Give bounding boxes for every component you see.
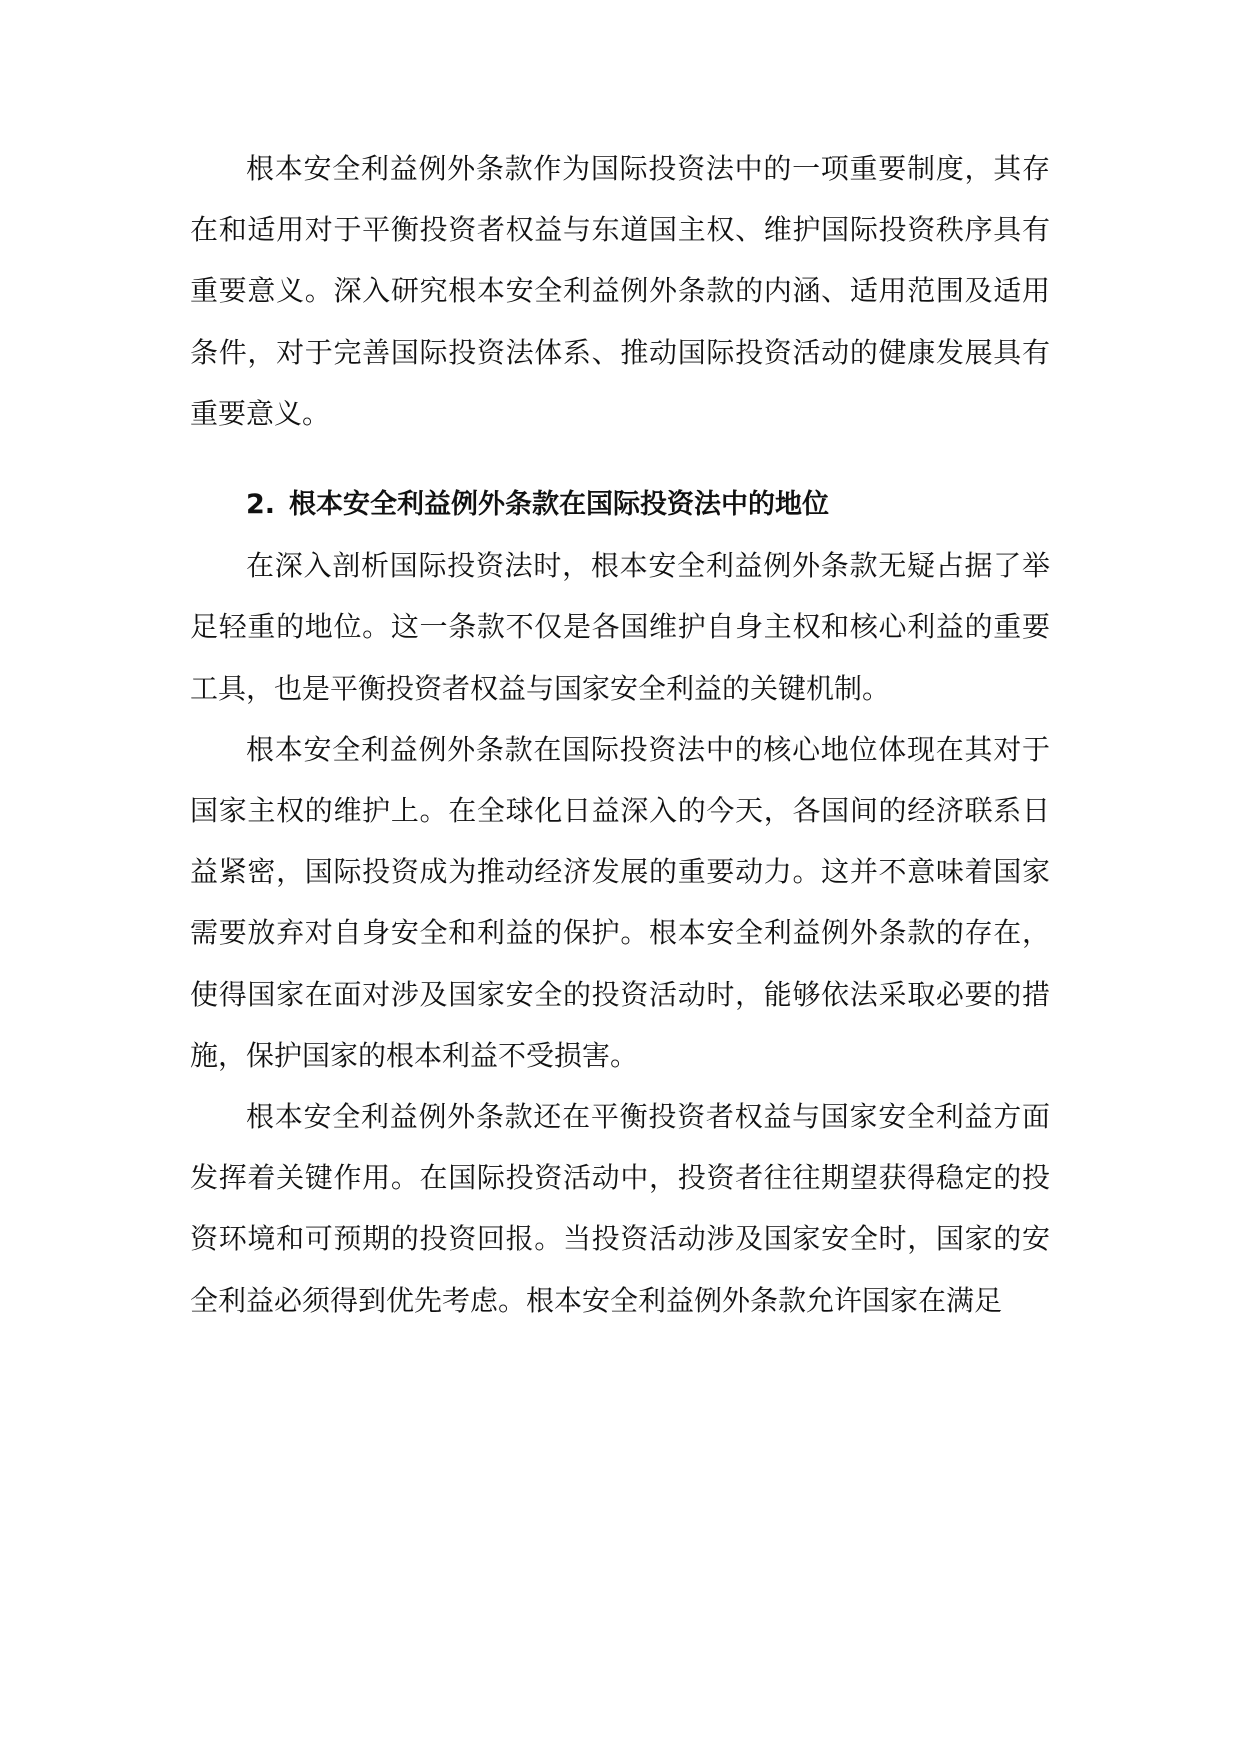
paragraph-intro: 根本安全利益例外条款作为国际投资法中的一项重要制度，其存在和适用对于平衡投资者权益与东道国主权、维护国际投资秩序具有重要意义。深入研究根本安全利益例外条款的内涵、适用范围及适用条件，对于完善国际投资法体系、推动国际投资活动的健康发展具有重要意义。 — [190, 152, 1050, 430]
section-number: 2. — [246, 489, 276, 521]
document-body — [190, 138, 1050, 1331]
paragraph-position-overview: 在深入剖析国际投资法时，根本安全利益例外条款无疑占据了举足轻重的地位。这一条款不仅是各国维护自身主权和核心利益的重要工具，也是平衡投资者权益与国家安全利益的关键机制。 — [190, 549, 1050, 705]
section-heading — [190, 474, 1050, 535]
paragraph-sovereignty: 根本安全利益例外条款在国际投资法中的核心地位体现在其对于国家主权的维护上。在全球化日益深入的今天，各国间的经济联系日益紧密，国际投资成为推动经济发展的重要动力。这并不意味着国家需要放弃对自身安全和利益的保护。根本安全利益例外条款的存在，使得国家在面对涉及国家安全的投资活动时，能够依法采取必要的措施，保护国家的根本利益不受损害。 — [190, 732, 1050, 1072]
section-title: 根本安全利益例外条款在国际投资法中的地位 — [289, 489, 830, 521]
paragraph-balance: 根本安全利益例外条款还在平衡投资者权益与国家安全利益方面发挥着关键作用。在国际投资活动中，投资者往往期望获得稳定的投资环境和可预期的投资回报。当投资活动涉及国家安全时，国家的安全利益必须得到优先考虑。根本安全利益例外条款允许国家在满足 — [190, 1100, 1050, 1317]
